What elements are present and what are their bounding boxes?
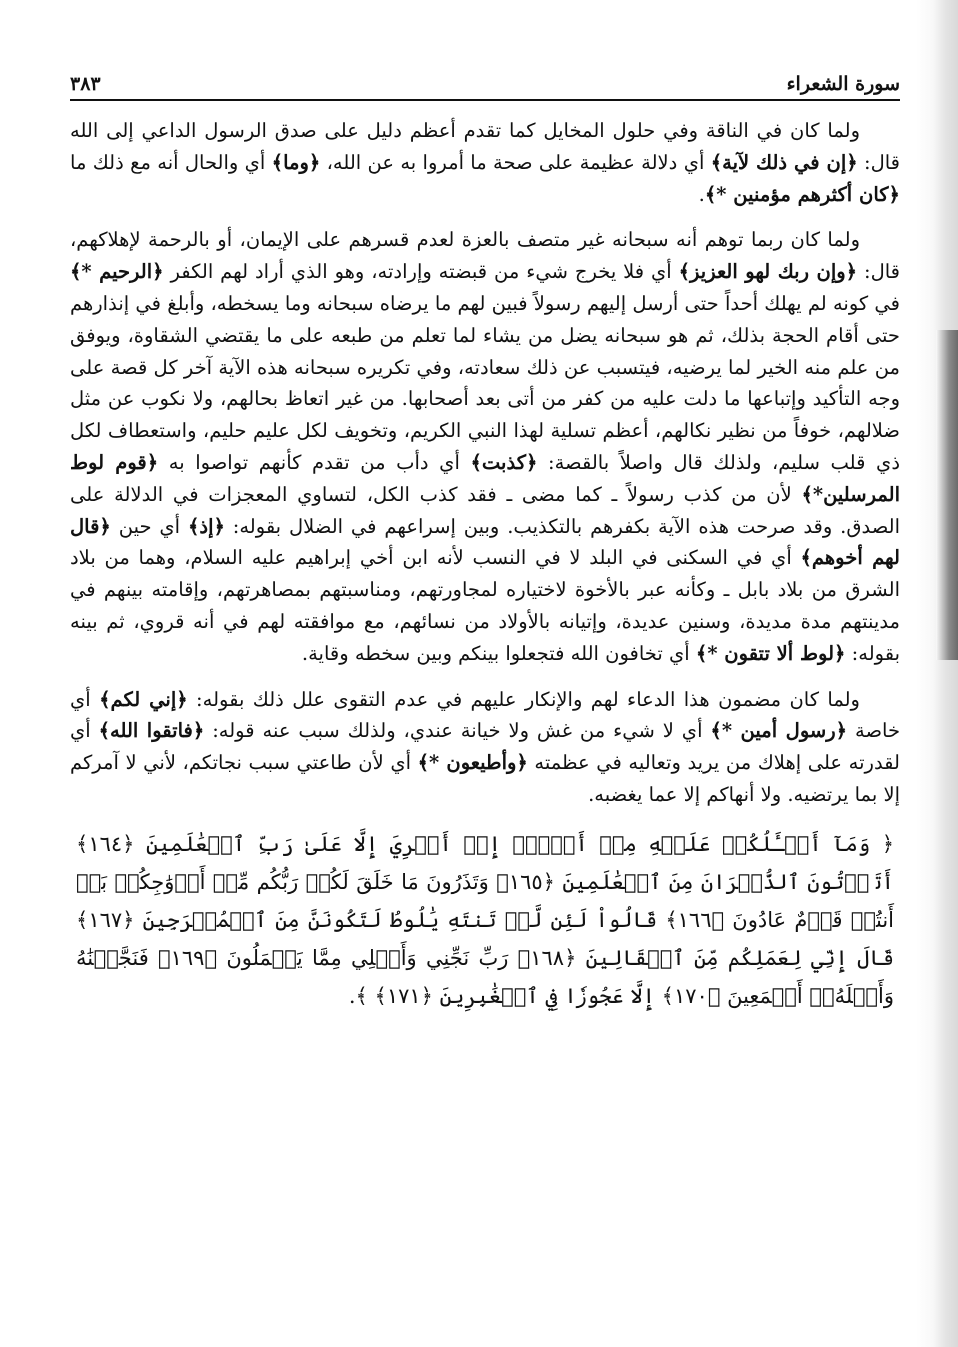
quran-quote: ﴿وإن ربك لهو العزيز﴾ (678, 260, 858, 284)
commentary-segment: أي في السكنى في البلد لا في النسب لأنه ابن أخي إبراهيم عليه السلام، وهما من بلاد الشرق من بلاد بابل ـ وكأنه عبر بالأخوة لاختياره لمجاورتهم، ومناسبتهم بمصاهرتهم، وإقامته بينهم في مدينتهم مدة مديدة، وسنين عديدة، وإتيانه بالأولاد من نسائهم، مع موافقته لهم في أنه قروي، ثم بينه بقوله: (70, 546, 900, 665)
commentary-segment: ولما كان في الناقة وفي حلول المخايل كما تقدم أعظم دليل على صدق الرسول الداعي إلى الله قال: (70, 119, 900, 174)
commentary-segment: أي تخافون الله فتجعلوا بينكم وبين سخطه وقاية. (301, 641, 696, 665)
commentary-segment: ولما كان ربما توهم أنه سبحانه غير متصف بالعزة لعدم قسرهم على الإيمان، أو بالرحمة لإهلاكهم، قال: (70, 228, 900, 284)
quran-quote: ﴿كذبت﴾ (470, 450, 538, 474)
quran-quote: ﴿رسول أمين *﴾ (710, 719, 848, 743)
commentary-text (70, 115, 900, 811)
quran-quote: ﴿وأطيعون *﴾ (417, 751, 528, 775)
quran-quote: ﴿الرحيم *﴾ (70, 260, 164, 284)
commentary-segment: أي دأب من تقدم كأنهم تواصوا به (158, 450, 471, 474)
quran-verses: ﴿ وَمَآ أَسۡـَٔلُكُمۡ عَلَيۡهِ مِنۡ أَجۡرٍۖ إِنۡ أَجۡرِيَ إِلَّا عَلَىٰ رَبِّ ٱلۡعَٰلَمِينَ ﴿١٦٤﴾ أَتَأۡتُونَ ٱلذُّكۡرَانَ مِنَ ٱلۡعَٰلَمِينَ ﴿١٦٥﴾ وَتَذَرُونَ مَا خَلَقَ لَكُمۡ رَبُّكُم مِّنۡ أَزۡوَٰجِكُمۚ بَلۡ أَنتُمۡ قَوۡمٌ عَادُونَ ﴿١٦٦﴾ قَالُواْ لَئِن لَّمۡ تَنتَهِ يَٰلُوطُ لَتَكُونَنَّ مِنَ ٱلۡمُخۡرَجِينَ ﴿١٦٧﴾ قَالَ إِنِّي لِعَمَلِكُم مِّنَ ٱلۡقَالِينَ ﴿١٦٨﴾ رَبِّ نَجِّنِي وَأَهۡلِي مِمَّا يَعۡمَلُونَ ﴿١٦٩﴾ فَنَجَّيۡنَٰهُ وَأَهۡلَهُۥٓ أَجۡمَعِينَ ﴿١٧٠﴾ إِلَّا عَجُوزٗا فِي ٱلۡغَٰبِرِينَ ﴿١٧١﴾ ﴾. (76, 831, 894, 1008)
quran-quote: ﴿وما﴾ (271, 150, 321, 174)
quran-quote: ﴿قال لهم أخوهم﴾ (70, 514, 900, 570)
quran-quote: ﴿إن في ذلك لآية﴾ (710, 150, 858, 174)
quran-quote: ﴿كان أكثرهم مؤمنين *﴾ (704, 182, 900, 206)
commentary-segment: أي لا شيء من غش ولا خيانة عندي، ولذلك سبب عنه قوله: (204, 719, 711, 743)
page-header (70, 55, 900, 101)
commentary-segment: أي والحال أنه مع ذلك ما (70, 150, 272, 174)
quran-quote: ﴿قوم لوط المرسلين*﴾ (70, 450, 900, 506)
commentary-paragraph (70, 684, 900, 811)
commentary-segment: في كونه لم يهلك أحداً حتى أرسل إليهم رسولاً فبين لهم ما يرضاه سبحانه وما يسخطه، وأبلغ في إنذارهم حتى أقام الحجة بذلك، ثم هو سبحانه يضل من يشاء لما تعلم من طبعه على ما يقتضي الشقاوة، ويوفق من علم منه الخير لما يرضيه، فيتسبب عن ذلك سعادته، وفي تكريره سبحانه هذه الآية آخر كل قصة على وجه التأكيد وإتباعها ما دلت عليه من كفر من أتى بعد أصحابها. من غير اتعاظ بحالهم، ولا نكوب عن مثل ضلالهم، خوفاً من نظير نكالهم، أعظم تسلية لهذا النبي الكريم، وتخويف لكل عليم حليم، واستعطاف لكل ذي قلب سليم، ولذلك قال واصلاً بالقصة: (70, 291, 900, 474)
commentary-segment: . (698, 182, 705, 206)
quran-quote: ﴿فاتقوا الله﴾ (98, 719, 205, 743)
quran-quote: ﴿إذ﴾ (187, 514, 225, 538)
quran-quote: ﴿إني لكم﴾ (99, 687, 188, 711)
commentary-segment: أي حين (110, 514, 188, 538)
commentary-segment: أي خاصة (70, 687, 901, 743)
commentary-paragraph (70, 224, 900, 669)
commentary-paragraph (70, 115, 900, 210)
page-number: ٣٨٣ (70, 73, 101, 95)
surah-title: سورة الشعراء (786, 73, 900, 95)
page-edge-shadow (916, 0, 958, 1347)
page-edge-scan-mark (936, 330, 958, 660)
commentary-segment: أي لأن طاعتي سبب نجاتكم، لأني لا آمركم إلا بما يرتضيه. ولا أنهاكم إلا عما يغضبه. (70, 751, 900, 806)
quran-quote: ﴿لوط ألا تتقون *﴾ (695, 641, 846, 665)
commentary-segment: أي فلا يخرج شيء من قبضته وإرادته، وهو الذي أراد لهم الكفر (163, 260, 679, 284)
commentary-segment: أي دلالة عظيمة على صحة ما أمروا به عن الله، (320, 150, 711, 174)
commentary-segment: أي لقدرته على إهلاك من يريد وتعاليه في عظمته (70, 719, 900, 775)
commentary-segment: ولما كان مضمون هذا الدعاء لهم والإنكار عليهم في عدم التقوى علل ذلك بقوله: (187, 687, 860, 711)
book-page (70, 55, 900, 1015)
commentary-segment: لأن من كذب رسولاً ـ كما مضى ـ فقد كذب الكل، لتساوي المعجزات في الدلالة على الصدق. وقد صرحت هذه الآية بكفرهم بالتكذيب. وبين إسراعهم في الضلال بقوله: (70, 482, 900, 538)
